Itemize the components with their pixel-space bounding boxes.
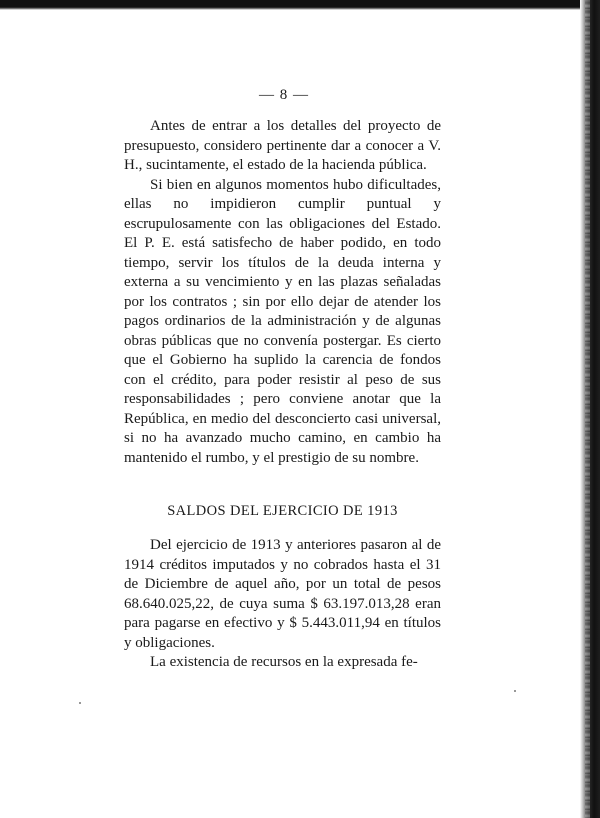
section-heading: SALDOS DEL EJERCICIO DE 1913 (167, 503, 398, 519)
paragraph: Si bien en algunos momentos hubo dificultades, ellas no impidieron cumplir puntual y escrupulosamente con las obligaciones del Estado. El P. E. está satisfecho de haber podido, en todo tiempo, servir los títulos de la deuda interna y externa a su vencimiento y en las plazas señaladas por los contratos ; sin por ello dejar de atender los pagos ordinarios de la administración y de algunas obras públicas que no convenía postergar. Es cierto que el Gobierno ha suplido la carencia de fondos con el crédito, para poder resistir al peso de sus responsabilidades ; pero conviene anotar que la República, en medio del desconcierto casi universal, si no ha avanzado mucho camino, en cambio ha mantenido el rumbo, y el prestigio de su nombre. (124, 176, 441, 466)
paper-speck (514, 690, 516, 692)
body-text (124, 117, 441, 468)
paragraph: La existencia de recursos en la expresada fe- (150, 654, 418, 670)
book-spine-edge (580, 0, 600, 818)
page-number: — 8 — (259, 87, 309, 103)
paper-speck (79, 702, 81, 704)
section-text (124, 536, 441, 673)
paragraph: Antes de entrar a los detalles del proyecto de presupuesto, considero pertinente dar a conocer a V. H., sucintamente, el estado de la hacienda pública. (124, 118, 441, 173)
page-top-edge (0, 0, 600, 10)
paragraph: Del ejercicio de 1913 y anteriores pasaron al de 1914 créditos imputados y no cobrados hasta el 31 de Diciembre de aquel año, por un total de pesos 68.640.025,22, de cuya suma $ 63.197.013,28 eran para pagarse en efectivo y $ 5.443.011,94 en títulos y obligaciones. (124, 537, 441, 651)
